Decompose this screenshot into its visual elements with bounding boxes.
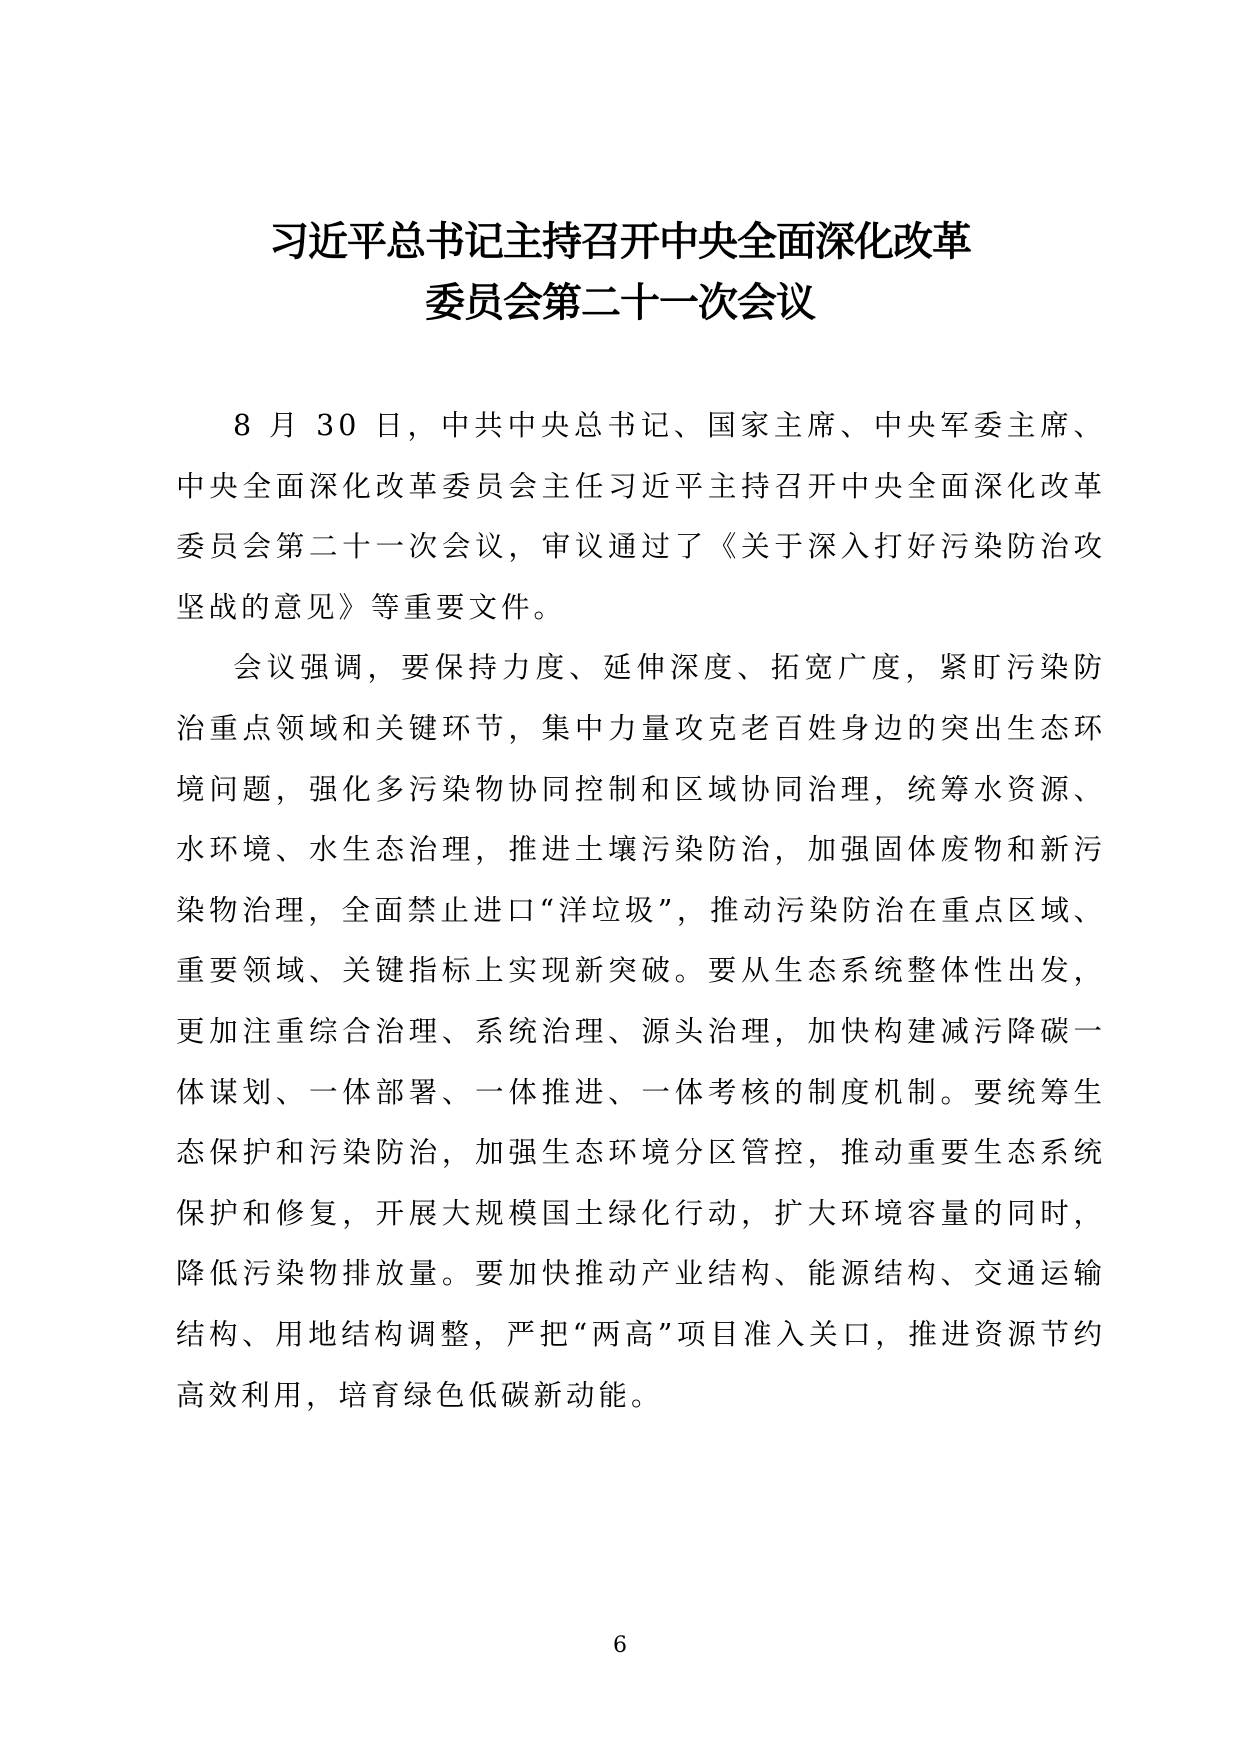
paragraph-1: 8 月 30 日，中共中央总书记、国家主席、中央军委主席、中央全面深化改革委员会主任习近平主持召开中央全面深化改革委员会第二十一次会议，审议通过了《关于深入打好污染防治攻坚战的意见》等重要文件。	[176, 409, 1106, 624]
paragraph-2: 会议强调，要保持力度、延伸深度、拓宽广度，紧盯污染防治重点领域和关键环节，集中力量攻克老百姓身边的突出生态环境问题，强化多污染物协同控制和区域协同治理，统筹水资源、水环境、水生态治理，推进土壤污染防治，加强固体废物和新污染物治理，全面禁止进口“洋垃圾”，推动污染防治在重点区域、重要领域、关键指标上实现新突破。要从生态系统整体性出发，更加注重综合治理、系统治理、源头治理，加快构建减污降碳一体谋划、一体部署、一体推进、一体考核的制度机制。要统筹生态保护和污染防治，加强生态环境分区管控，推动重要生态系统保护和修复，开展大规模国土绿化行动，扩大环境容量的同时，降低污染物排放量。要加快推动产业结构、能源结构、交通运输结构、用地结构调整，严把“两高”项目准入关口，推进资源节约高效利用，培育绿色低碳新动能。	[176, 651, 1106, 1412]
document-title	[150, 212, 1090, 334]
page-number: 6	[613, 1633, 627, 1658]
title-line-2: 委员会第二十一次会议	[425, 280, 815, 326]
document-body	[176, 396, 1106, 1426]
title-line-1: 习近平总书记主持召开中央全面深化改革	[269, 219, 971, 265]
